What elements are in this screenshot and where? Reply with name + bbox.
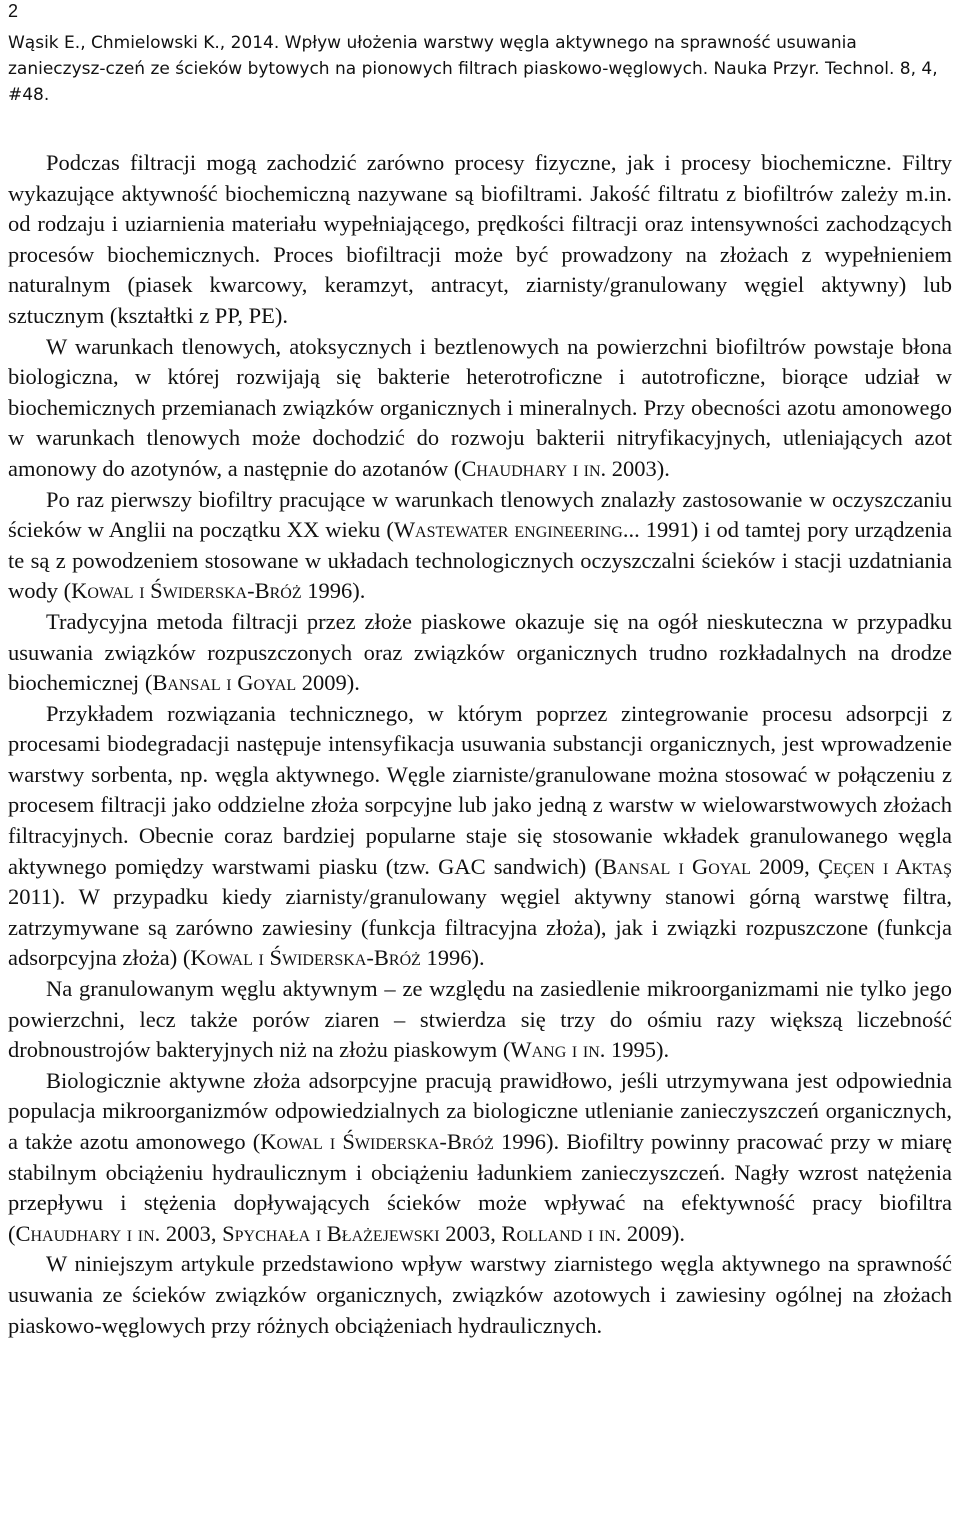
citation-reference: Chaudhary i in.: [15, 1220, 161, 1246]
paragraph-text: 1996). Biofiltry powinny pracować przy w miarę stabilnym obciążeniu hydraulicznym i obciążeniu ładunkiem zanieczyszczeń. Nagły wzrost natężenia przepływu i stężenia dopływających ścieków może wpływać na efektywność pracy biofiltra (: [8, 1129, 953, 1246]
document-page: [8, 0, 952, 1341]
paragraph-text: 1995).: [605, 1037, 670, 1063]
paragraph-text: 2003).: [606, 455, 670, 481]
article-body: [8, 148, 952, 1341]
body-paragraph: [8, 148, 952, 332]
citation-reference: Wang i in.: [510, 1037, 606, 1063]
citation-reference: Wastewater engineering...: [393, 517, 640, 543]
body-paragraph: [8, 1066, 952, 1250]
body-paragraph: [8, 332, 952, 485]
citation-reference: Bansal i Goyal: [601, 853, 751, 879]
paragraph-text: 2003,: [439, 1220, 502, 1246]
paragraph-text: 1996).: [301, 578, 366, 604]
body-paragraph: [8, 974, 952, 1066]
paragraph-text: 2011). W przypadku kiedy ziarnisty/granulowany węgiel aktywny stanowi górną warstwę filtra, zatrzymywane są zarówno zawiesiny (funkcja filtracyjna złoża), jak i związki rozpuszczone (funkcja adsorpcyjna złoża) (: [8, 884, 952, 971]
citation-reference: Rolland i in.: [501, 1220, 622, 1246]
body-paragraph: [8, 1249, 952, 1341]
citation-reference: Chaudhary i in.: [461, 455, 607, 481]
citation-reference: Bansal i Goyal: [152, 670, 297, 696]
paragraph-text: 1991) i od tamtej pory urządzenia te są z powodzeniem stosowane w układach technologicznych oczyszczalni ścieków i stacji uzdatniania wody (: [8, 517, 952, 604]
citation-header: Wąsik E., Chmielowski K., 2014. Wpływ ułożenia warstwy węgla aktywnego na sprawność usuwania zanieczysz-czeń ze ścieków bytowych na pionowych filtrach piaskowo-węglowych. Nauka Przyr. Technol. 8, 4, #48.: [8, 33, 938, 105]
citation-reference: Kowal i Świderska-Bróż: [190, 945, 421, 971]
paragraph-text: W warunkach tlenowych, atoksycznych i beztlenowych na powierzchni biofiltrów powstaje błona biologiczna, w której rozwijają się bakterie heterotroficzne i autotroficzne, biorące udział w biochemicznych przemianach związków organicznych i mineralnych. Przy obecności azotu amonowego w warunkach tlenowych może dochodzić do rozwoju bakterii nitryfikacyjnych, utleniających azot amonowy do azotynów, a następnie do azotanów (: [8, 333, 952, 481]
citation-reference: Spychała i Błażejewski: [222, 1220, 440, 1246]
paragraph-text: 2009).: [296, 670, 360, 696]
page-number: 2: [8, 1, 19, 21]
paragraph-text: W niniejszym artykule przedstawiono wpływ warstwy ziarnistego węgla aktywnego na sprawność usuwania ze ścieków związków organicznych, związków azotowych i zawiesiny ogólnej na złożach piaskowo-węglowych przy różnych obciążeniach hydraulicznych.: [8, 1251, 952, 1338]
paragraph-text: Przykładem rozwiązania technicznego, w którym poprzez zintegrowanie procesu adsorpcji z procesami biodegradacji następuje intensyfikacja usuwania substancji organicznych, jest wprowadzenie warstwy sorbenta, np. węgla aktywnego. Węgle ziarniste/granulowane można stosować w połączeniu z procesem filtracji jako oddzielne złoża sorpcyjne lub jako jedną z warstw w wielowarstwowych złożach filtracyjnych. Obecnie coraz bardziej popularne staje się stosowanie wkładek granulowanego węgla aktywnego pomiędzy warstwami piasku (tzw. GAC sandwich) (: [8, 700, 952, 879]
paragraph-text: Tradycyjna metoda filtracji przez złoże piaskowe okazuje się na ogół nieskuteczna w przypadku usuwania związków rozpuszczonych oraz związków organicznych trudno rozkładalnych na drodze biochemicznej (: [8, 608, 952, 696]
body-paragraph: [8, 607, 952, 699]
paragraph-text: Na granulowanym węglu aktywnym – ze względu na zasiedlenie mikroorganizmami nie tylko jego powierzchni, lecz także porów ziaren – stwierdza się trzy do ośmiu razy większą liczebność drobnoustrojów bakteryjnych niż na złożu piaskowym (: [8, 976, 952, 1063]
citation-reference: Kowal i Świderska-Bróż: [260, 1129, 494, 1154]
paragraph-text: 2003,: [160, 1220, 223, 1246]
paragraph-text: 1996).: [420, 945, 485, 971]
body-paragraph: [8, 699, 952, 974]
paragraph-text: Podczas filtracji mogą zachodzić zarówno procesy fizyczne, jak i procesy biochemiczne. Filtry wykazujące aktywność biochemiczną nazywane są biofiltrami. Jakość filtratu z biofiltrów zależy m.in. od rodzaju i uziarnienia materiału wypełniającego, prędkości filtracji oraz intensywności zachodzących procesów biochemicznych. Proces biofiltracji może być prowadzony na złożach z wypełnieniem naturalnym (piasek kwarcowy, keramzyt, antracyt, ziarnisty/granulowany węgiel aktywny) lub sztucznym (kształtki z PP, PE).: [8, 150, 952, 328]
paragraph-text: 2009,: [750, 853, 818, 879]
paragraph-text: Biologicznie aktywne złoża adsorpcyjne pracują prawidłowo, jeśli utrzymywana jest odpowiednia populacja mikroorganizmów odpowiedzialnych za biologiczne utlenianie zanieczyszczeń organicznych, a także azotu amonowego (: [8, 1067, 952, 1154]
citation-reference: Çeçen i Aktaş: [817, 853, 953, 879]
paragraph-text: Po raz pierwszy biofiltry pracujące w warunkach tlenowych znalazły zastosowanie w oczyszczaniu ścieków w Anglii na początku XX wieku (: [8, 486, 952, 543]
paragraph-text: 2009).: [621, 1220, 686, 1246]
citation-reference: Kowal i Świderska-Bróż: [71, 578, 302, 604]
body-paragraph: [8, 485, 952, 607]
